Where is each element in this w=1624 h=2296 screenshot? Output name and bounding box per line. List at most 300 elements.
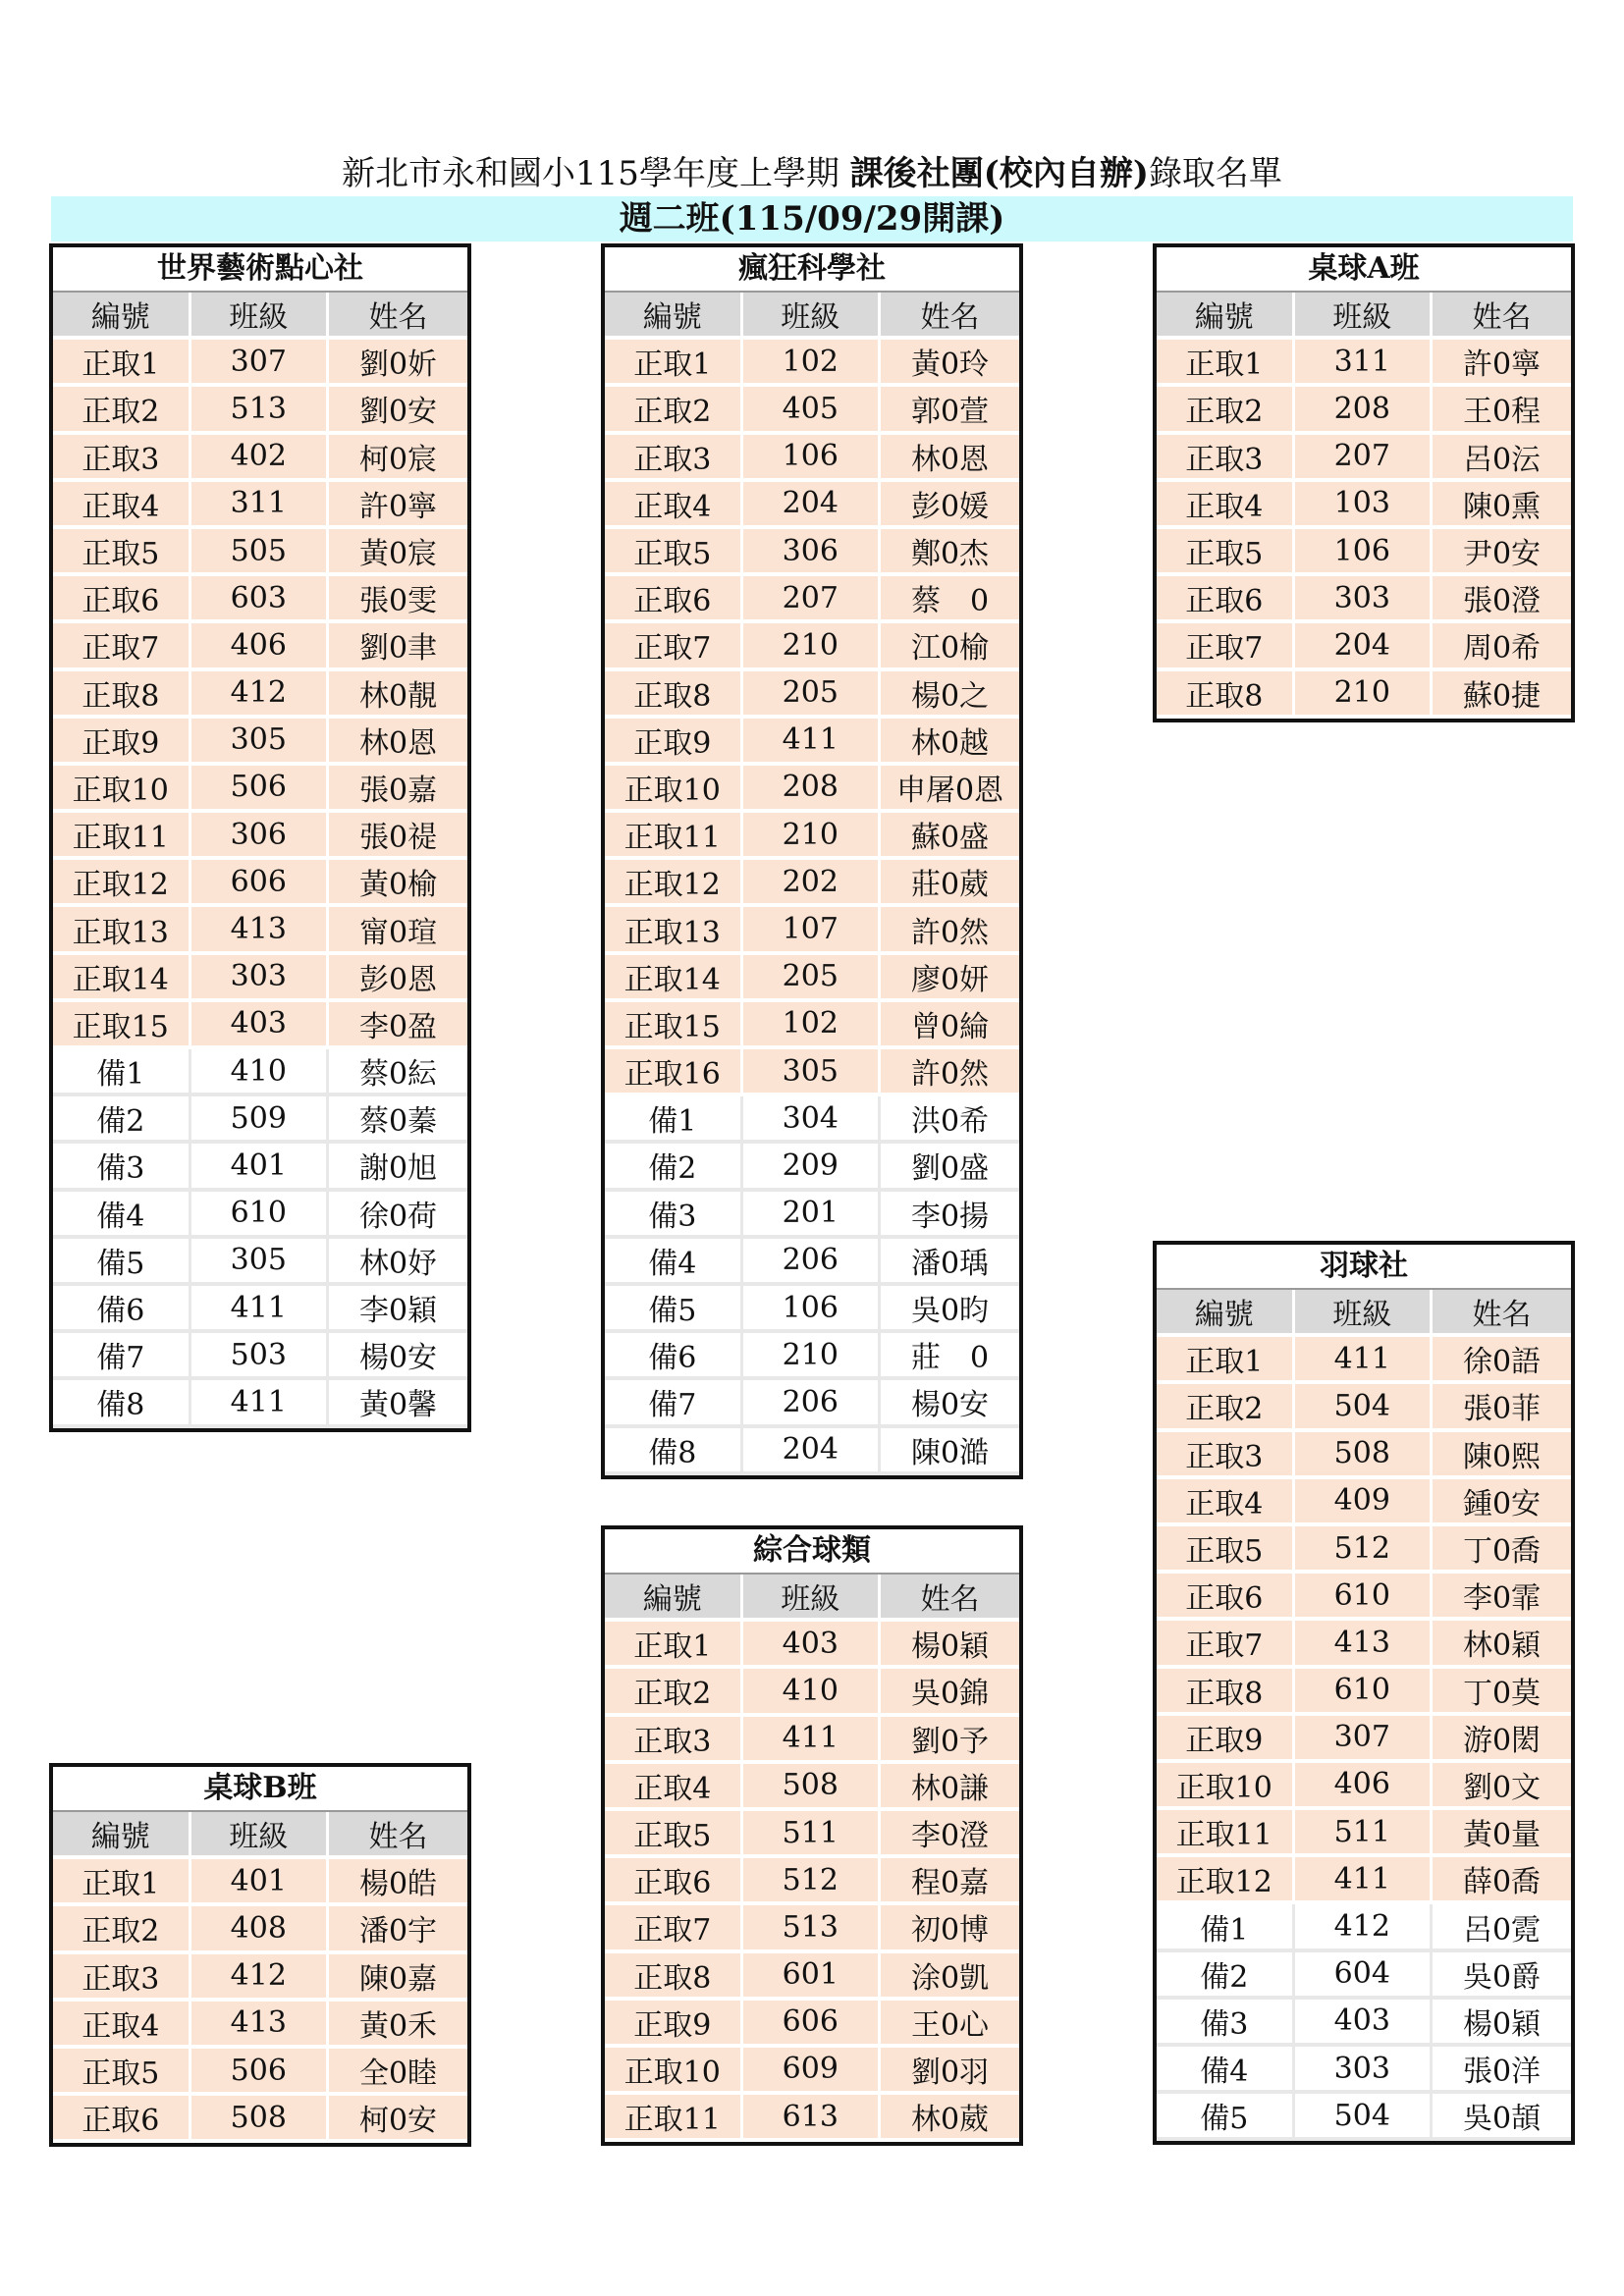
table-row bbox=[53, 1954, 467, 2002]
student-name: 廖0妍 bbox=[881, 955, 1019, 1002]
student-name: 柯0宸 bbox=[329, 435, 467, 482]
table-row bbox=[53, 955, 467, 1002]
class-number: 504 bbox=[1295, 2094, 1434, 2141]
class-number: 411 bbox=[743, 719, 882, 766]
student-name: 劉0予 bbox=[881, 1717, 1019, 1764]
entry-number: 正取11 bbox=[53, 813, 191, 860]
class-number: 610 bbox=[1295, 1574, 1434, 1621]
student-name: 蔡0蓁 bbox=[329, 1096, 467, 1144]
table-row bbox=[605, 671, 1019, 719]
entry-number: 正取7 bbox=[53, 623, 191, 670]
entry-number: 正取4 bbox=[605, 1764, 743, 1811]
entry-number: 正取8 bbox=[605, 1953, 743, 2001]
class-number: 102 bbox=[743, 1002, 882, 1049]
student-name: 陳0嘉 bbox=[329, 1954, 467, 2002]
entry-number: 正取10 bbox=[605, 766, 743, 813]
table-row bbox=[605, 1953, 1019, 2001]
table-row bbox=[605, 1002, 1019, 1049]
class-number: 208 bbox=[743, 766, 882, 813]
student-name: 徐0荷 bbox=[329, 1192, 467, 1239]
entry-number: 備5 bbox=[1157, 2094, 1295, 2141]
table-row bbox=[53, 1002, 467, 1049]
student-name: 黃0榆 bbox=[329, 860, 467, 907]
class-number: 403 bbox=[191, 1002, 330, 1049]
table-row bbox=[605, 387, 1019, 434]
class-number: 603 bbox=[191, 576, 330, 623]
class-number: 207 bbox=[1295, 435, 1434, 482]
class-number: 411 bbox=[743, 1717, 882, 1764]
class-number: 209 bbox=[743, 1144, 882, 1191]
table-row bbox=[605, 1192, 1019, 1239]
class-number: 606 bbox=[743, 2001, 882, 2048]
table-row bbox=[53, 387, 467, 434]
entry-number: 正取13 bbox=[53, 907, 191, 954]
table-row bbox=[1157, 1763, 1571, 1810]
class-number: 508 bbox=[743, 1764, 882, 1811]
entry-number: 正取7 bbox=[1157, 623, 1295, 670]
table-row bbox=[53, 1380, 467, 1427]
student-name: 江0榆 bbox=[881, 623, 1019, 670]
table-row bbox=[605, 1333, 1019, 1380]
student-name: 楊0安 bbox=[881, 1380, 1019, 1427]
class-number: 307 bbox=[191, 340, 330, 387]
table-row bbox=[605, 1239, 1019, 1286]
entry-number: 備1 bbox=[605, 1096, 743, 1144]
entry-number: 正取11 bbox=[1157, 1810, 1295, 1857]
table-row bbox=[1157, 1716, 1571, 1763]
student-name: 呂0霓 bbox=[1433, 1904, 1571, 1951]
entry-number: 正取1 bbox=[53, 340, 191, 387]
entry-number: 備6 bbox=[605, 1333, 743, 1380]
roster-table bbox=[1157, 293, 1571, 719]
student-name: 徐0語 bbox=[1433, 1337, 1571, 1384]
student-name: 蔡 0 bbox=[881, 576, 1019, 623]
class-number: 305 bbox=[191, 719, 330, 766]
entry-number: 正取4 bbox=[1157, 1479, 1295, 1526]
table-row bbox=[53, 766, 467, 813]
student-name: 林0恩 bbox=[329, 719, 467, 766]
table-row bbox=[605, 1764, 1019, 1811]
student-name: 張0菲 bbox=[1433, 1384, 1571, 1431]
class-number: 509 bbox=[191, 1096, 330, 1144]
title-prefix: 新北市永和國小115學年度上學期 bbox=[342, 154, 850, 193]
table-row bbox=[1157, 1669, 1571, 1716]
entry-number: 正取9 bbox=[605, 719, 743, 766]
table-row bbox=[605, 576, 1019, 623]
entry-number: 正取14 bbox=[605, 955, 743, 1002]
student-name: 林0靚 bbox=[329, 671, 467, 719]
entry-number: 正取9 bbox=[1157, 1716, 1295, 1763]
student-name: 謝0旭 bbox=[329, 1144, 467, 1191]
student-name: 李0穎 bbox=[329, 1286, 467, 1333]
table-row bbox=[53, 860, 467, 907]
class-number: 512 bbox=[743, 1858, 882, 1905]
class-number: 303 bbox=[191, 955, 330, 1002]
class-number: 207 bbox=[743, 576, 882, 623]
class-number: 305 bbox=[191, 1239, 330, 1286]
table-row bbox=[53, 2049, 467, 2096]
entry-number: 正取8 bbox=[605, 671, 743, 719]
class-number: 311 bbox=[1295, 340, 1434, 387]
club-table-art-dessert bbox=[49, 243, 471, 1432]
entry-number: 備7 bbox=[605, 1380, 743, 1427]
club-table-badminton bbox=[1153, 1241, 1575, 2145]
table-row bbox=[1157, 435, 1571, 482]
entry-number: 正取8 bbox=[53, 671, 191, 719]
class-number: 106 bbox=[743, 435, 882, 482]
table-row bbox=[605, 813, 1019, 860]
student-name: 王0程 bbox=[1433, 387, 1571, 434]
table-row bbox=[605, 1096, 1019, 1144]
student-name: 吳0爵 bbox=[1433, 1952, 1571, 2000]
table-row bbox=[605, 1428, 1019, 1475]
club-name: 綜合球類 bbox=[605, 1529, 1019, 1575]
class-number: 402 bbox=[191, 435, 330, 482]
table-row bbox=[605, 1669, 1019, 1716]
class-number: 511 bbox=[743, 1811, 882, 1858]
class-number: 412 bbox=[191, 671, 330, 719]
student-name: 郭0萱 bbox=[881, 387, 1019, 434]
column-header: 班級 bbox=[743, 1575, 882, 1622]
student-name: 黃0宸 bbox=[329, 529, 467, 576]
table-row bbox=[1157, 623, 1571, 670]
entry-number: 備4 bbox=[1157, 2047, 1295, 2094]
class-number: 604 bbox=[1295, 1952, 1434, 2000]
header-row bbox=[605, 293, 1019, 340]
class-number: 408 bbox=[191, 1906, 330, 1953]
class-number: 205 bbox=[743, 955, 882, 1002]
entry-number: 備8 bbox=[53, 1380, 191, 1427]
club-name: 世界藝術點心社 bbox=[53, 247, 467, 293]
entry-number: 正取13 bbox=[605, 907, 743, 954]
student-name: 曾0綸 bbox=[881, 1002, 1019, 1049]
entry-number: 正取2 bbox=[605, 387, 743, 434]
class-number: 406 bbox=[191, 623, 330, 670]
club-table-science bbox=[601, 243, 1023, 1479]
table-row bbox=[605, 719, 1019, 766]
class-number: 102 bbox=[743, 340, 882, 387]
column-header: 姓名 bbox=[1433, 1290, 1571, 1337]
entry-number: 正取5 bbox=[1157, 1526, 1295, 1574]
student-name: 黃0玲 bbox=[881, 340, 1019, 387]
class-number: 511 bbox=[1295, 1810, 1434, 1857]
table-row bbox=[53, 482, 467, 529]
header-row bbox=[605, 1575, 1019, 1622]
class-number: 508 bbox=[191, 2096, 330, 2143]
class-number: 205 bbox=[743, 671, 882, 719]
table-row bbox=[1157, 2000, 1571, 2047]
title-suffix: 錄取名單 bbox=[1148, 154, 1282, 193]
student-name: 張0洋 bbox=[1433, 2047, 1571, 2094]
table-row bbox=[53, 2096, 467, 2143]
entry-number: 正取4 bbox=[605, 482, 743, 529]
entry-number: 備2 bbox=[605, 1144, 743, 1191]
column-header: 姓名 bbox=[329, 293, 467, 340]
student-name: 黃0馨 bbox=[329, 1380, 467, 1427]
student-name: 甯0瑄 bbox=[329, 907, 467, 954]
student-name: 蔡0紜 bbox=[329, 1049, 467, 1096]
class-number: 411 bbox=[1295, 1857, 1434, 1904]
entry-number: 備2 bbox=[1157, 1952, 1295, 2000]
entry-number: 正取12 bbox=[1157, 1857, 1295, 1904]
table-row bbox=[605, 955, 1019, 1002]
class-number: 610 bbox=[191, 1192, 330, 1239]
entry-number: 正取10 bbox=[53, 766, 191, 813]
student-name: 楊0皓 bbox=[329, 1859, 467, 1906]
class-number: 413 bbox=[191, 2002, 330, 2049]
entry-number: 正取3 bbox=[1157, 1432, 1295, 1479]
entry-number: 正取3 bbox=[605, 1717, 743, 1764]
club-name: 瘋狂科學社 bbox=[605, 247, 1019, 293]
column-header: 姓名 bbox=[881, 293, 1019, 340]
table-row bbox=[53, 576, 467, 623]
table-row bbox=[605, 860, 1019, 907]
student-name: 蘇0捷 bbox=[1433, 671, 1571, 719]
entry-number: 正取6 bbox=[53, 2096, 191, 2143]
student-name: 林0穎 bbox=[1433, 1621, 1571, 1668]
class-number: 513 bbox=[743, 1905, 882, 1952]
table-row bbox=[605, 529, 1019, 576]
student-name: 吳0頡 bbox=[1433, 2094, 1571, 2141]
student-name: 劉0安 bbox=[329, 387, 467, 434]
entry-number: 正取7 bbox=[605, 1905, 743, 1952]
entry-number: 正取6 bbox=[1157, 1574, 1295, 1621]
class-number: 202 bbox=[743, 860, 882, 907]
table-row bbox=[53, 1906, 467, 1953]
entry-number: 正取5 bbox=[605, 529, 743, 576]
entry-number: 正取5 bbox=[53, 2049, 191, 2096]
class-number: 506 bbox=[191, 766, 330, 813]
entry-number: 備3 bbox=[605, 1192, 743, 1239]
entry-number: 正取10 bbox=[1157, 1763, 1295, 1810]
entry-number: 正取12 bbox=[53, 860, 191, 907]
student-name: 林0越 bbox=[881, 719, 1019, 766]
roster-table bbox=[605, 293, 1019, 1475]
roster-table bbox=[53, 1812, 467, 2143]
table-row bbox=[605, 1717, 1019, 1764]
student-name: 張0澄 bbox=[1433, 576, 1571, 623]
entry-number: 備3 bbox=[1157, 2000, 1295, 2047]
student-name: 陳0熏 bbox=[1433, 482, 1571, 529]
student-name: 洪0希 bbox=[881, 1096, 1019, 1144]
entry-number: 正取4 bbox=[53, 2002, 191, 2049]
class-number: 513 bbox=[191, 387, 330, 434]
table-row bbox=[53, 907, 467, 954]
table-row bbox=[1157, 1952, 1571, 2000]
class-number: 210 bbox=[743, 1333, 882, 1380]
entry-number: 備1 bbox=[1157, 1904, 1295, 1951]
class-number: 411 bbox=[191, 1286, 330, 1333]
table-row bbox=[605, 340, 1019, 387]
entry-number: 正取2 bbox=[605, 1669, 743, 1716]
class-number: 503 bbox=[191, 1333, 330, 1380]
entry-number: 正取11 bbox=[605, 2095, 743, 2142]
entry-number: 正取9 bbox=[53, 719, 191, 766]
student-name: 楊0之 bbox=[881, 671, 1019, 719]
student-name: 劉0聿 bbox=[329, 623, 467, 670]
table-row bbox=[1157, 1904, 1571, 1951]
student-name: 李0澄 bbox=[881, 1811, 1019, 1858]
entry-number: 正取2 bbox=[1157, 1384, 1295, 1431]
class-number: 303 bbox=[1295, 2047, 1434, 2094]
student-name: 張0雯 bbox=[329, 576, 467, 623]
student-name: 林0謙 bbox=[881, 1764, 1019, 1811]
student-name: 李0揚 bbox=[881, 1192, 1019, 1239]
class-number: 410 bbox=[743, 1669, 882, 1716]
session-banner: 週二班(115/09/29開課) bbox=[51, 196, 1573, 241]
class-number: 304 bbox=[743, 1096, 882, 1144]
student-name: 全0睦 bbox=[329, 2049, 467, 2096]
student-name: 張0禔 bbox=[329, 813, 467, 860]
student-name: 游0閎 bbox=[1433, 1716, 1571, 1763]
table-row bbox=[605, 1811, 1019, 1858]
entry-number: 備8 bbox=[605, 1428, 743, 1475]
entry-number: 正取1 bbox=[53, 1859, 191, 1906]
table-row bbox=[53, 1049, 467, 1096]
student-name: 彭0恩 bbox=[329, 955, 467, 1002]
table-row bbox=[605, 1286, 1019, 1333]
class-number: 411 bbox=[191, 1380, 330, 1427]
entry-number: 正取5 bbox=[1157, 529, 1295, 576]
class-number: 401 bbox=[191, 1859, 330, 1906]
student-name: 程0嘉 bbox=[881, 1858, 1019, 1905]
entry-number: 正取5 bbox=[605, 1811, 743, 1858]
class-number: 506 bbox=[191, 2049, 330, 2096]
student-name: 薛0喬 bbox=[1433, 1857, 1571, 1904]
table-row bbox=[1157, 529, 1571, 576]
table-row bbox=[605, 1049, 1019, 1096]
student-name: 許0然 bbox=[881, 907, 1019, 954]
club-name: 桌球A班 bbox=[1157, 247, 1571, 293]
table-row bbox=[1157, 387, 1571, 434]
column-header: 班級 bbox=[191, 293, 330, 340]
student-name: 蘇0盛 bbox=[881, 813, 1019, 860]
student-name: 李0盈 bbox=[329, 1002, 467, 1049]
entry-number: 正取7 bbox=[1157, 1621, 1295, 1668]
class-number: 613 bbox=[743, 2095, 882, 2142]
class-number: 601 bbox=[743, 1953, 882, 2001]
entry-number: 正取3 bbox=[53, 1954, 191, 2002]
entry-number: 正取8 bbox=[1157, 671, 1295, 719]
entry-number: 備7 bbox=[53, 1333, 191, 1380]
table-row bbox=[605, 1905, 1019, 1952]
table-row bbox=[1157, 1337, 1571, 1384]
table-row bbox=[1157, 576, 1571, 623]
class-number: 412 bbox=[191, 1954, 330, 2002]
table-row bbox=[605, 1380, 1019, 1427]
entry-number: 備6 bbox=[53, 1286, 191, 1333]
class-number: 403 bbox=[1295, 2000, 1434, 2047]
entry-number: 正取1 bbox=[1157, 340, 1295, 387]
class-number: 610 bbox=[1295, 1669, 1434, 1716]
student-name: 莊0葳 bbox=[881, 860, 1019, 907]
class-number: 406 bbox=[1295, 1763, 1434, 1810]
student-name: 許0寧 bbox=[329, 482, 467, 529]
student-name: 林0妤 bbox=[329, 1239, 467, 1286]
entry-number: 正取2 bbox=[53, 1906, 191, 1953]
entry-number: 備5 bbox=[605, 1286, 743, 1333]
table-row bbox=[605, 1622, 1019, 1669]
entry-number: 正取15 bbox=[605, 1002, 743, 1049]
column-header: 編號 bbox=[605, 1575, 743, 1622]
table-row bbox=[53, 1096, 467, 1144]
table-row bbox=[53, 529, 467, 576]
student-name: 王0心 bbox=[881, 2001, 1019, 2048]
entry-number: 正取5 bbox=[53, 529, 191, 576]
student-name: 李0霏 bbox=[1433, 1574, 1571, 1621]
entry-number: 正取7 bbox=[605, 623, 743, 670]
entry-number: 備4 bbox=[53, 1192, 191, 1239]
student-name: 吳0昀 bbox=[881, 1286, 1019, 1333]
class-number: 508 bbox=[1295, 1432, 1434, 1479]
class-number: 504 bbox=[1295, 1384, 1434, 1431]
student-name: 周0希 bbox=[1433, 623, 1571, 670]
table-row bbox=[1157, 1621, 1571, 1668]
header-row bbox=[1157, 293, 1571, 340]
student-name: 楊0穎 bbox=[1433, 2000, 1571, 2047]
class-number: 204 bbox=[743, 1428, 882, 1475]
class-number: 512 bbox=[1295, 1526, 1434, 1574]
club-name: 羽球社 bbox=[1157, 1245, 1571, 1290]
student-name: 申屠0恩 bbox=[881, 766, 1019, 813]
entry-number: 正取3 bbox=[1157, 435, 1295, 482]
entry-number: 正取6 bbox=[605, 1858, 743, 1905]
class-number: 106 bbox=[1295, 529, 1434, 576]
column-header: 編號 bbox=[53, 293, 191, 340]
table-row bbox=[53, 1333, 467, 1380]
student-name: 劉0文 bbox=[1433, 1763, 1571, 1810]
table-row bbox=[605, 1144, 1019, 1191]
class-number: 305 bbox=[743, 1049, 882, 1096]
class-number: 201 bbox=[743, 1192, 882, 1239]
table-row bbox=[53, 1144, 467, 1191]
table-row bbox=[53, 2002, 467, 2049]
page-title bbox=[0, 149, 1624, 198]
table-row bbox=[53, 340, 467, 387]
column-header: 班級 bbox=[191, 1812, 330, 1859]
table-row bbox=[53, 1859, 467, 1906]
entry-number: 正取16 bbox=[605, 1049, 743, 1096]
header-row bbox=[1157, 1290, 1571, 1337]
entry-number: 正取4 bbox=[1157, 482, 1295, 529]
table-row bbox=[605, 766, 1019, 813]
entry-number: 備5 bbox=[53, 1239, 191, 1286]
student-name: 陳0澔 bbox=[881, 1428, 1019, 1475]
class-number: 107 bbox=[743, 907, 882, 954]
club-name: 桌球B班 bbox=[53, 1767, 467, 1812]
entry-number: 正取6 bbox=[605, 576, 743, 623]
class-number: 413 bbox=[1295, 1621, 1434, 1668]
student-name: 潘0宇 bbox=[329, 1906, 467, 1953]
class-number: 307 bbox=[1295, 1716, 1434, 1763]
table-row bbox=[1157, 1479, 1571, 1526]
student-name: 張0嘉 bbox=[329, 766, 467, 813]
class-number: 210 bbox=[743, 813, 882, 860]
class-number: 106 bbox=[743, 1286, 882, 1333]
class-number: 204 bbox=[1295, 623, 1434, 670]
student-name: 陳0熙 bbox=[1433, 1432, 1571, 1479]
student-name: 柯0安 bbox=[329, 2096, 467, 2143]
class-number: 311 bbox=[191, 482, 330, 529]
class-number: 210 bbox=[1295, 671, 1434, 719]
table-row bbox=[1157, 2094, 1571, 2141]
table-row bbox=[1157, 2047, 1571, 2094]
table-row bbox=[1157, 482, 1571, 529]
class-number: 208 bbox=[1295, 387, 1434, 434]
student-name: 許0寧 bbox=[1433, 340, 1571, 387]
class-number: 413 bbox=[191, 907, 330, 954]
student-name: 楊0安 bbox=[329, 1333, 467, 1380]
